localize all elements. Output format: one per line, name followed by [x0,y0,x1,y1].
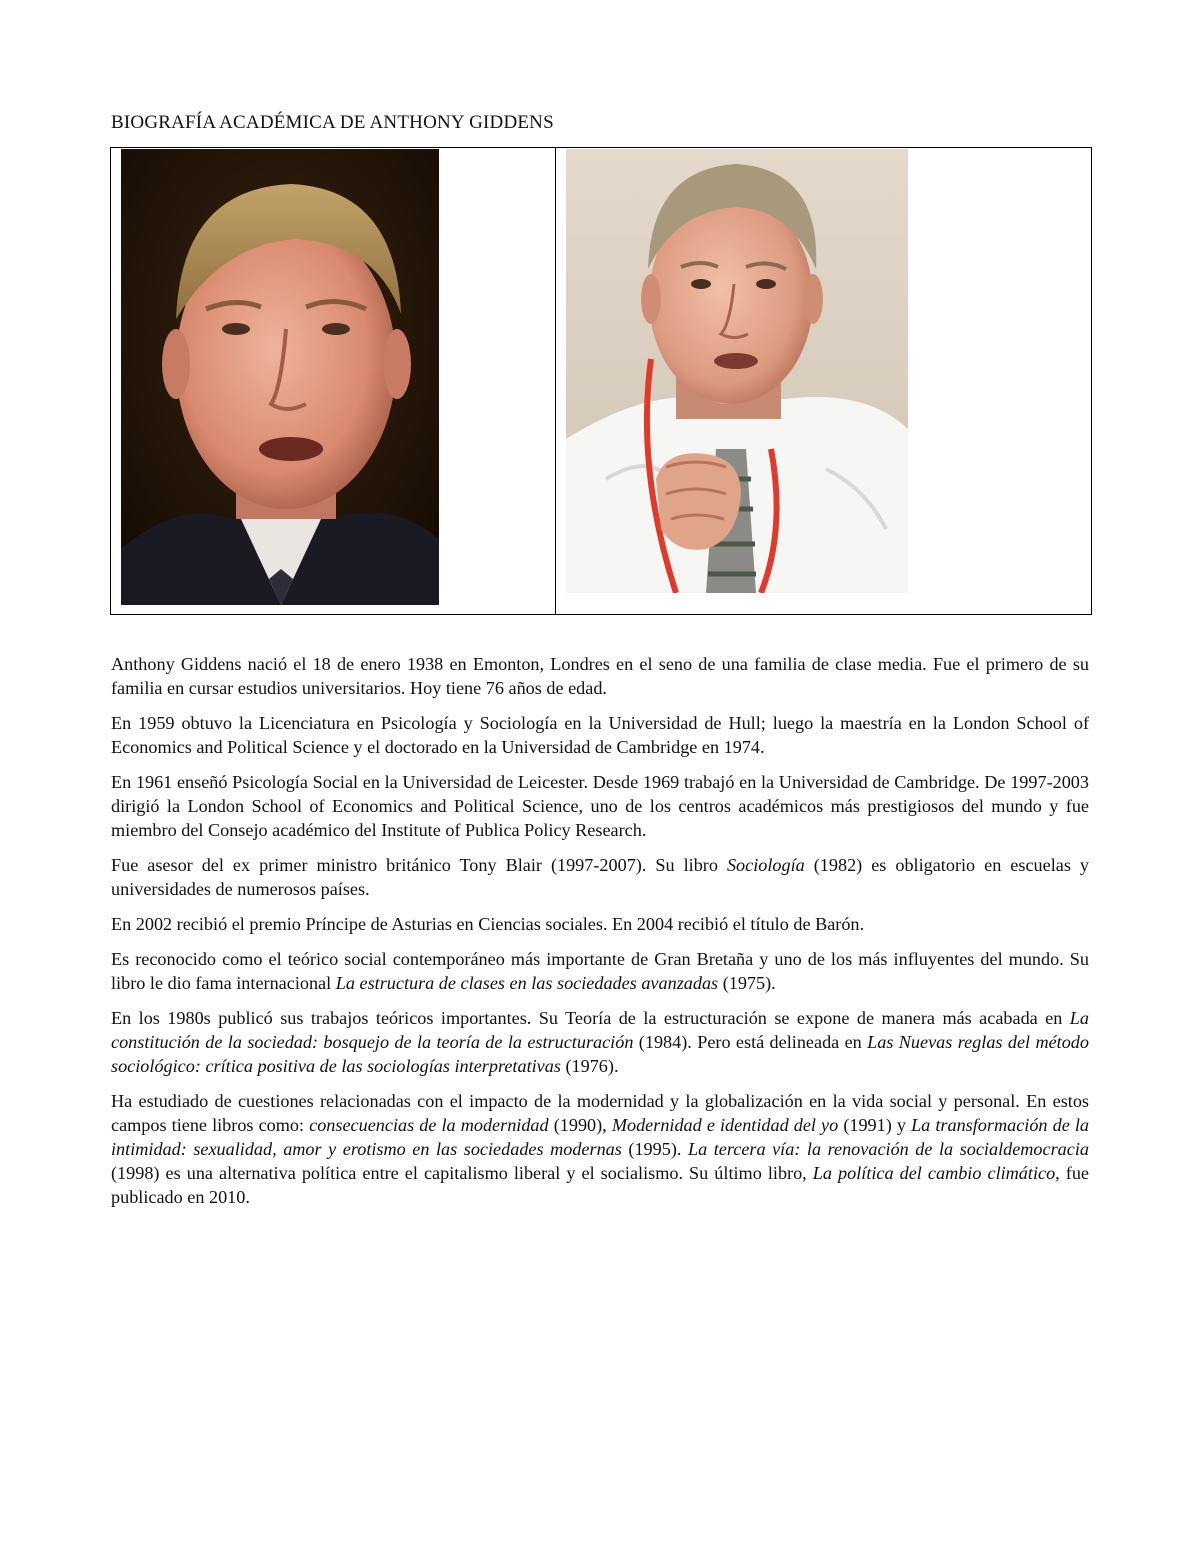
book-title: Las Nuevas reglas del método sociológico: crítica positiva de las sociologías interpretativas [111,1032,1089,1076]
paragraph-text: Ha estudiado de cuestiones relacionadas con el impacto de la modernidad y la globalización en la vida social y personal. En estos campos tiene libros como: [111,1091,1089,1135]
paragraph-text: Fue asesor del ex primer ministro británico Tony Blair (1997-2007). Su libro [111,855,727,875]
paragraph-text: (1990), [548,1115,612,1135]
portrait-photo-left [121,149,439,605]
table-divider [555,148,556,614]
photo-table [110,147,1092,615]
paragraph-text: (1991) y [838,1115,912,1135]
paragraph-text: (1975). [718,973,776,993]
paragraph-text: (1982) es obligatorio en escuelas y universidades de numerosos países. [111,855,1089,899]
paragraph-text: (1998) es una alternativa política entre el capitalismo liberal y el socialismo. Su último libro, [111,1163,813,1183]
document-title: BIOGRAFÍA ACADÉMICA DE ANTHONY GIDDENS [111,112,554,133]
book-title: La transformación de la intimidad: sexualidad, amor y erotismo en las sociedades modernas [111,1115,1089,1159]
paragraph-text: , fue publicado en 2010. [111,1163,1089,1207]
portrait-photo-right [566,149,908,593]
paragraph [111,711,1089,759]
paragraph-text: Anthony Giddens nació el 18 de enero 1938 en Emonton, Londres en el seno de una familia de clase media. Fue el primero de su familia en cursar estudios universitarios. Hoy tiene 76 años de edad. [111,654,1089,698]
paragraph-text: Es reconocido como el teórico social contemporáneo más importante de Gran Bretaña y uno de los más influyentes del mundo. Su libro le dio fama internacional [111,949,1089,993]
book-title: La constitución de la sociedad: bosquejo de la teoría de la estructuración [111,1008,1089,1052]
paragraph-text: En 1959 obtuvo la Licenciatura en Psicología y Sociología en la Universidad de Hull; luego la maestría en la London School of Economics and Political Science y el doctorado en la Universidad de Cambridge en 1974. [111,713,1089,757]
paragraph [111,652,1089,700]
paragraph-text: (1976). [560,1056,619,1076]
paragraph [111,912,1089,936]
biography-body [111,652,1089,1220]
paragraph [111,853,1089,901]
paragraph [111,770,1089,842]
paragraph [111,1006,1089,1078]
book-title: Sociología [726,855,805,875]
book-title: consecuencias de la modernidad [309,1115,549,1135]
paragraph-text: En 2002 recibió el premio Príncipe de Asturias en Ciencias sociales. En 2004 recibió el título de Barón. [111,914,865,934]
book-title: La política del cambio climático [812,1163,1056,1183]
paragraph-text: (1984). Pero está delineada en [633,1032,868,1052]
paragraph-text: En 1961 enseñó Psicología Social en la Universidad de Leicester. Desde 1969 trabajó en la Universidad de Cambridge. De 1997-2003 dirigió la London School of Economics and Political Science, uno de los centros académicos más prestigiosos del mundo y fue miembro del Consejo académico del Institute of Publica Policy Research. [111,772,1089,840]
paragraph [111,947,1089,995]
book-title: La estructura de clases en las sociedades avanzadas [335,973,719,993]
paragraph [111,1089,1089,1209]
book-title: Modernidad e identidad del yo [611,1115,839,1135]
paragraph-text: En los 1980s publicó sus trabajos teóricos importantes. Su Teoría de la estructuración se expone de manera más acabada en [111,1008,1070,1028]
book-title: La tercera vía: la renovación de la socialdemocracia [687,1139,1089,1159]
paragraph-text: (1995). [621,1139,688,1159]
